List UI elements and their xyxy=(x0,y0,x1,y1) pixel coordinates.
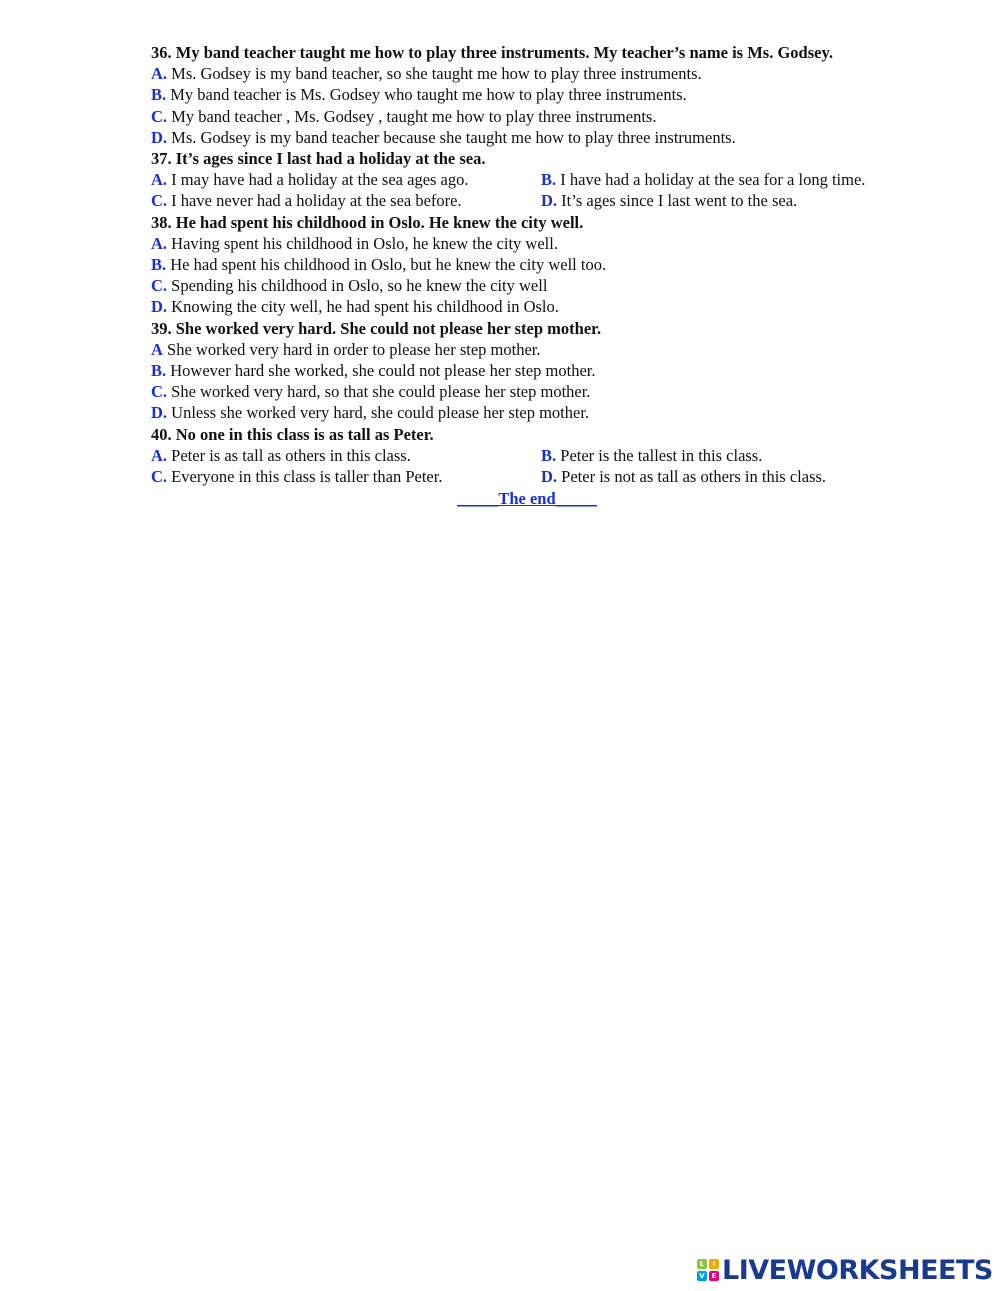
question-text: 37. It’s ages since I last had a holiday at the sea. xyxy=(151,149,486,169)
option-c xyxy=(151,190,541,211)
liveworksheets-logo xyxy=(697,1255,993,1285)
option-letter: A. xyxy=(151,445,168,465)
options-row xyxy=(151,169,911,190)
option-b xyxy=(151,360,911,381)
question-38 xyxy=(151,212,911,318)
option-text: She worked very hard, so that she could please her step mother. xyxy=(167,382,591,402)
option-text: Unless she worked very hard, she could please her step mother. xyxy=(167,403,590,423)
option-letter: D. xyxy=(151,403,168,423)
option-b xyxy=(151,84,911,105)
option-text: Knowing the city well, he had spent his childhood in Oslo. xyxy=(167,297,559,317)
worksheet-page xyxy=(151,42,911,509)
option-letter: B. xyxy=(151,361,167,381)
option-c xyxy=(151,381,911,402)
end-rule-right: _____ xyxy=(555,489,597,509)
option-text: Having spent his childhood in Oslo, he knew the city well. xyxy=(167,233,558,253)
question-text: 40. No one in this class is as tall as Peter. xyxy=(151,424,434,444)
option-text: Spending his childhood in Oslo, so he knew the city well xyxy=(167,276,548,296)
option-text: I have never had a holiday at the sea before. xyxy=(167,191,462,211)
logo-cell: L xyxy=(697,1259,707,1269)
option-letter: D. xyxy=(151,297,168,317)
option-letter: B. xyxy=(541,445,557,465)
option-text: Peter is the tallest in this class. xyxy=(556,445,763,465)
option-letter: B. xyxy=(541,170,557,190)
option-letter: A. xyxy=(151,64,168,84)
question-39 xyxy=(151,318,911,424)
end-rule-left: _____ xyxy=(457,489,499,509)
option-letter: A. xyxy=(151,233,168,253)
option-text: Everyone in this class is taller than Peter. xyxy=(167,467,443,487)
option-letter: D. xyxy=(541,467,558,487)
options-row xyxy=(151,466,911,487)
option-a xyxy=(151,339,911,360)
option-text: Peter is not as tall as others in this class. xyxy=(557,467,827,487)
logo-cell: V xyxy=(697,1271,707,1281)
option-letter: C. xyxy=(151,106,168,126)
option-letter: A xyxy=(151,339,163,359)
option-c xyxy=(151,275,911,296)
option-d xyxy=(151,296,911,317)
option-a xyxy=(151,169,541,190)
option-text: I may have had a holiday at the sea ages ago. xyxy=(167,170,469,190)
option-text: However hard she worked, she could not please her step mother. xyxy=(166,361,596,381)
option-c xyxy=(151,106,911,127)
option-letter: C. xyxy=(151,467,168,487)
option-letter: B. xyxy=(151,85,167,105)
option-letter: C. xyxy=(151,191,168,211)
options-row xyxy=(151,190,911,211)
question-40 xyxy=(151,424,911,488)
option-text: He had spent his childhood in Oslo, but he knew the city well too. xyxy=(166,255,607,275)
question-37 xyxy=(151,148,911,212)
logo-cell: E xyxy=(709,1271,719,1281)
logo-text: LIVEWORKSHEETS xyxy=(722,1254,993,1286)
question-text: 38. He had spent his childhood in Oslo. He knew the city well. xyxy=(151,212,584,232)
option-letter: B. xyxy=(151,255,167,275)
option-text: It’s ages since I last went to the sea. xyxy=(557,191,798,211)
end-text: The end xyxy=(498,489,556,509)
option-a xyxy=(151,445,541,466)
question-text: 36. My band teacher taught me how to play three instruments. My teacher’s name is Ms. Godsey. xyxy=(151,43,833,62)
option-letter: D. xyxy=(541,191,558,211)
option-text: Ms. Godsey is my band teacher, so she taught me how to play three instruments. xyxy=(167,64,702,84)
option-a xyxy=(151,233,911,254)
option-text: My band teacher is Ms. Godsey who taught me how to play three instruments. xyxy=(166,85,687,105)
option-letter: A. xyxy=(151,170,168,190)
option-text: Ms. Godsey is my band teacher because she taught me how to play three instruments. xyxy=(167,127,736,147)
option-a xyxy=(151,63,911,84)
options-row xyxy=(151,445,911,466)
option-letter: C. xyxy=(151,276,168,296)
logo-cell: I xyxy=(709,1259,719,1269)
option-text: My band teacher , Ms. Godsey , taught me how to play three instruments. xyxy=(167,106,657,126)
option-d xyxy=(541,466,826,487)
option-letter: D. xyxy=(151,127,168,147)
option-text: She worked very hard in order to please her step mother. xyxy=(162,339,541,359)
option-b xyxy=(151,254,911,275)
option-letter: C. xyxy=(151,382,168,402)
option-d xyxy=(151,402,911,423)
question-36 xyxy=(151,42,911,148)
option-text: I have had a holiday at the sea for a long time. xyxy=(556,170,866,190)
question-text: 39. She worked very hard. She could not please her step mother. xyxy=(151,318,602,338)
option-c xyxy=(151,466,541,487)
option-text: Peter is as tall as others in this class. xyxy=(167,445,411,465)
option-b xyxy=(541,169,865,190)
option-b xyxy=(541,445,762,466)
option-d xyxy=(151,127,911,148)
logo-mark-icon xyxy=(697,1259,719,1281)
the-end-marker xyxy=(151,488,911,509)
option-d xyxy=(541,190,797,211)
